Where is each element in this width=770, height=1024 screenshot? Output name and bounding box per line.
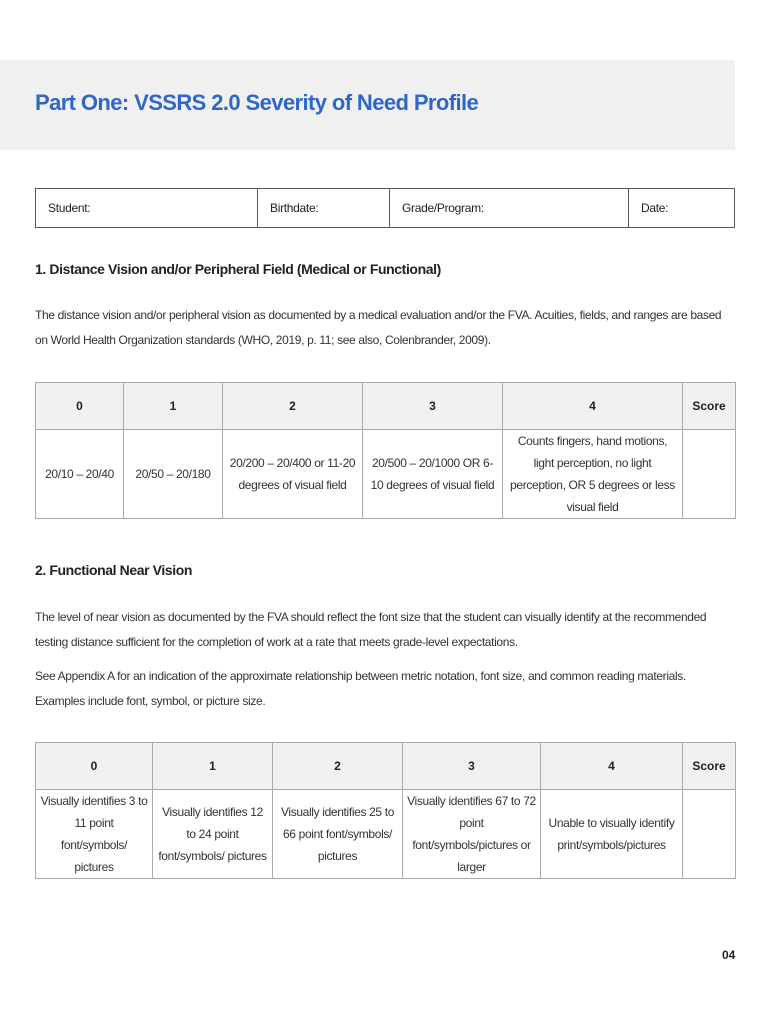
- level-3-cell: 20/500 – 20/1000 OR 6-10 degrees of visual field: [363, 430, 503, 519]
- page-title: Part One: VSSRS 2.0 Severity of Need Profile: [35, 90, 479, 115]
- distance-vision-table: [35, 382, 736, 519]
- level-1-cell: Visually identifies 12 to 24 point font/symbols/ pictures: [153, 790, 273, 879]
- column-header: 3: [403, 743, 541, 790]
- level-4-cell: Counts fingers, hand motions, light perception, no light perception, OR 5 degrees or less visual field: [503, 430, 683, 519]
- column-header: 2: [273, 743, 403, 790]
- date-field[interactable]: Date:: [629, 189, 735, 228]
- column-header: 1: [153, 743, 273, 790]
- level-0-cell: 20/10 – 20/40: [36, 430, 124, 519]
- score-header: Score: [683, 383, 736, 430]
- page-number: 04: [722, 948, 736, 962]
- column-header: 4: [503, 383, 683, 430]
- section1-description: The distance vision and/or peripheral vision as documented by a medical evaluation and/or the FVA. Acuities, fields, and ranges are based on World Health Organization standards (WHO, 2019, p. 11; see also, Colenbrander, 2009).: [35, 308, 722, 347]
- column-header: 2: [223, 383, 363, 430]
- column-header: 4: [541, 743, 683, 790]
- column-header: 0: [36, 743, 153, 790]
- near-vision-table: [35, 742, 736, 879]
- section2-heading: 2. Functional Near Vision: [35, 562, 193, 578]
- section2-description: The level of near vision as documented by the FVA should reflect the font size that the student can visually identify at the recommended testing distance sufficient for the completion of work at a rate that meets grade-level expectations.: [35, 610, 707, 649]
- score-cell[interactable]: [683, 790, 736, 879]
- score-cell[interactable]: [683, 430, 736, 519]
- level-2-cell: 20/200 – 20/400 or 11-20 degrees of visual field: [223, 430, 363, 519]
- section2-appendix-note: See Appendix A for an indication of the approximate relationship between metric notation, font size, and common reading materials. Examples include font, symbol, or picture size.: [35, 669, 686, 708]
- column-header: 0: [36, 383, 124, 430]
- column-header: 1: [124, 383, 223, 430]
- level-0-cell: Visually identifies 3 to 11 point font/symbols/ pictures: [36, 790, 153, 879]
- level-2-cell: Visually identifies 25 to 66 point font/symbols/ pictures: [273, 790, 403, 879]
- student-field[interactable]: Student:: [36, 189, 258, 228]
- section1-heading: 1. Distance Vision and/or Peripheral Field (Medical or Functional): [35, 261, 441, 277]
- title-banner: [0, 60, 735, 150]
- birthdate-field[interactable]: Birthdate:: [258, 189, 390, 228]
- level-1-cell: 20/50 – 20/180: [124, 430, 223, 519]
- column-header: 3: [363, 383, 503, 430]
- level-4-cell: Unable to visually identify print/symbols/pictures: [541, 790, 683, 879]
- student-info-table: [35, 188, 735, 228]
- grade-program-field[interactable]: Grade/Program:: [390, 189, 629, 228]
- level-3-cell: Visually identifies 67 to 72 point font/symbols/pictures or larger: [403, 790, 541, 879]
- score-header: Score: [683, 743, 736, 790]
